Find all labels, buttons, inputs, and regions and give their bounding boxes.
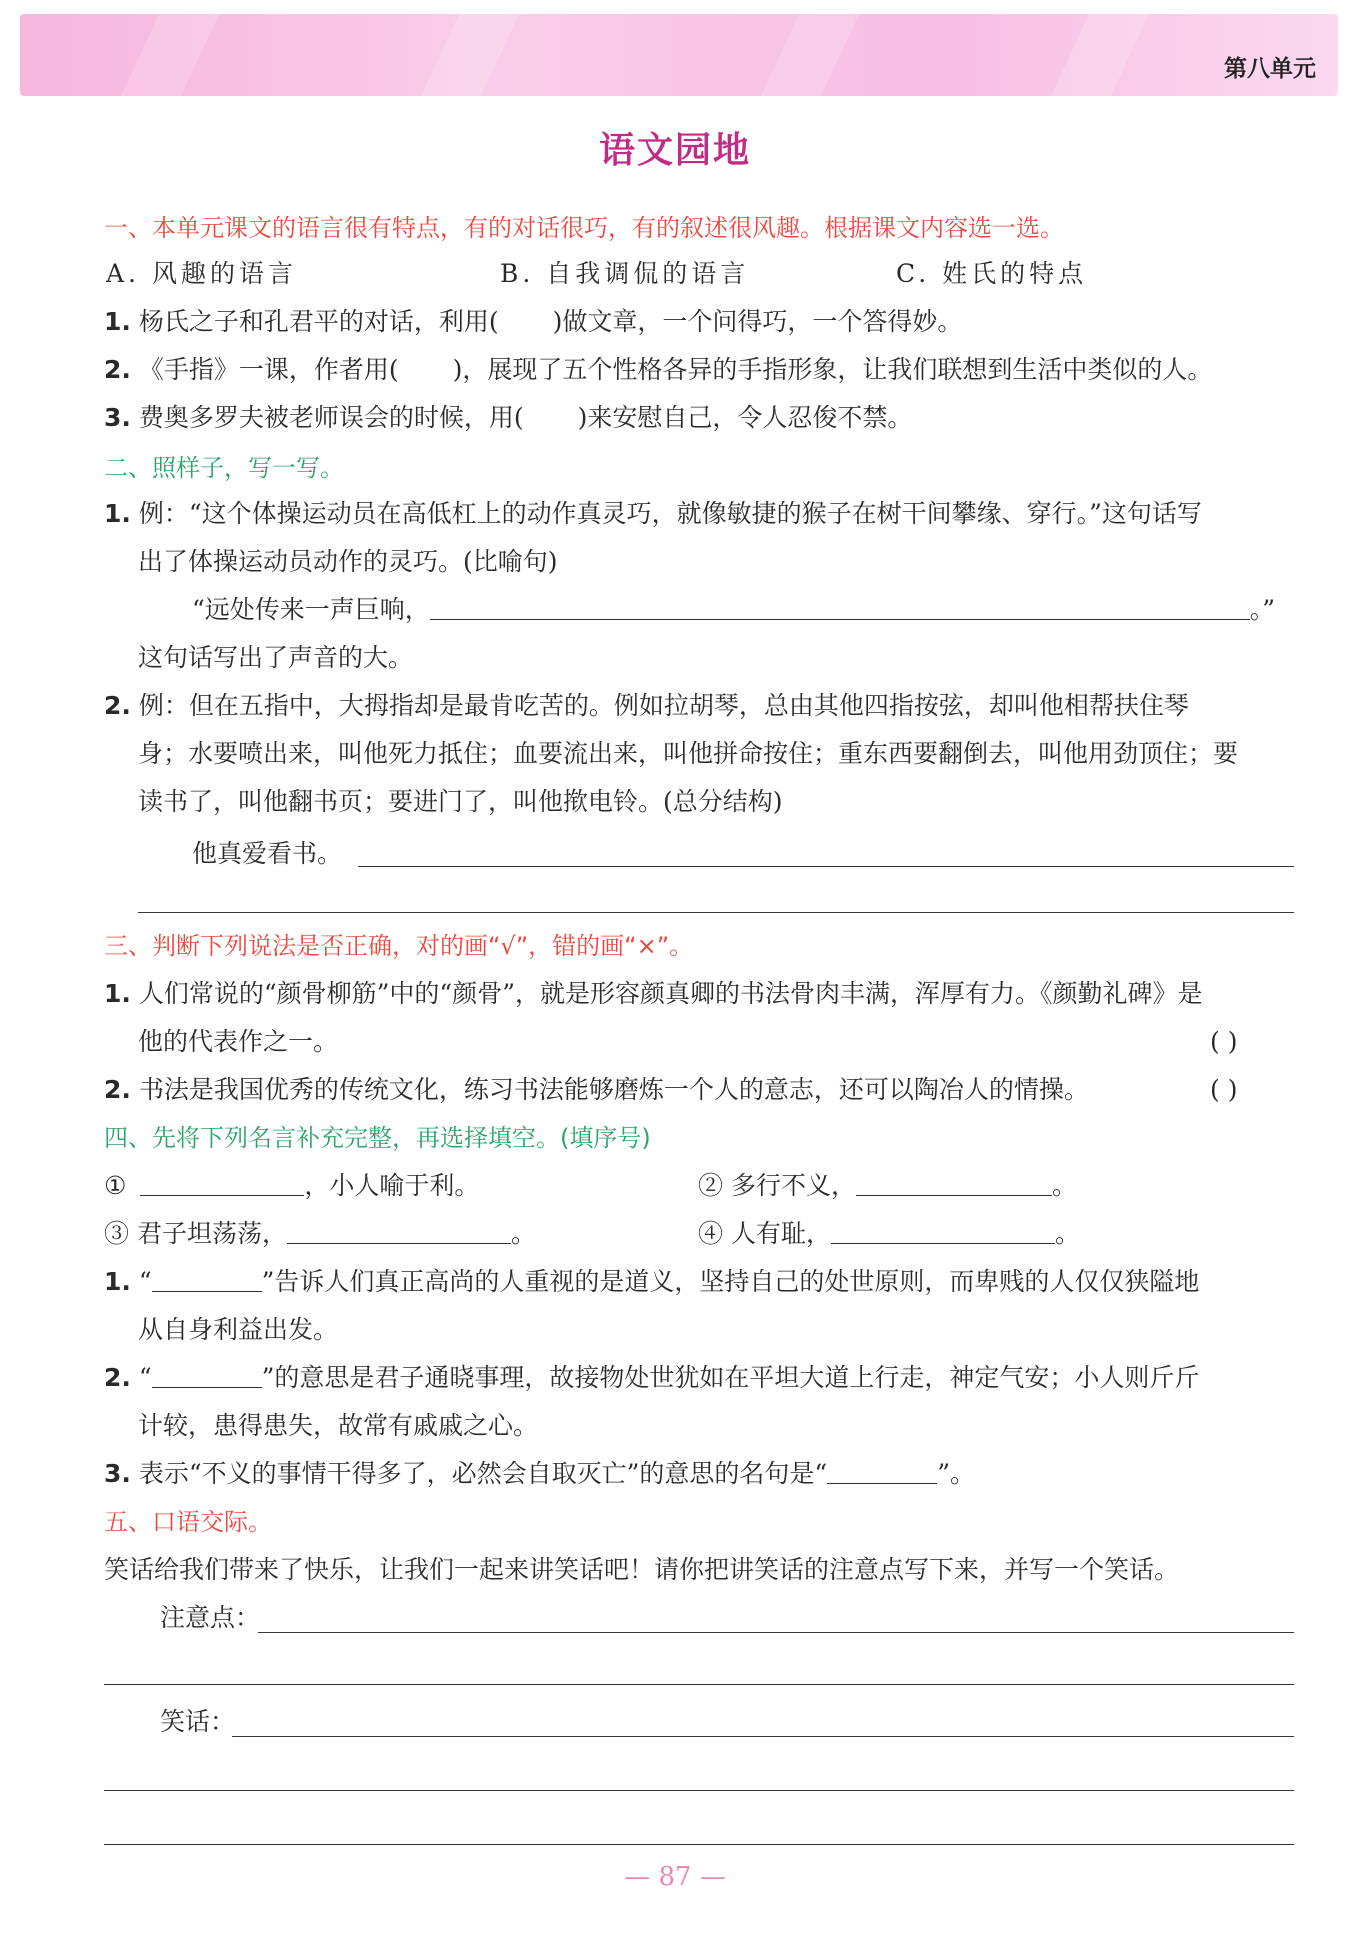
judgment-box[interactable]: ( ) bbox=[1210, 1075, 1238, 1104]
s1-question-2 bbox=[104, 352, 1212, 388]
prompt-end: 。” bbox=[1249, 595, 1276, 624]
circled-number: ① bbox=[104, 1171, 127, 1200]
statement-text: 他的代表作之一。 bbox=[138, 1027, 339, 1056]
example-text: 读书了，叫他翻书页；要进门了，叫他揿电铃。(总分结构) bbox=[138, 787, 783, 816]
question-number: 3. bbox=[104, 403, 131, 432]
circled-number: ② bbox=[698, 1171, 724, 1200]
s4-question-1-line-1 bbox=[104, 1264, 1199, 1300]
s4-question-2-line-1 bbox=[104, 1360, 1199, 1396]
question-number: 1. bbox=[104, 307, 131, 336]
question-number: 1. bbox=[104, 1267, 131, 1296]
answer-blank[interactable] bbox=[831, 1216, 1055, 1244]
proverb-1 bbox=[104, 1168, 479, 1204]
section-4-heading: 四、先将下列名言补充完整，再选择填空。(填序号) bbox=[104, 1124, 651, 1152]
circled-number: ④ bbox=[698, 1219, 724, 1248]
header-banner bbox=[20, 14, 1338, 96]
answer-blank[interactable] bbox=[430, 592, 1250, 620]
example-text: 例：“这个体操运动员在高低杠上的动作真灵巧，就像敏捷的猴子在树干间攀缘、穿行。”这句话写 bbox=[138, 499, 1202, 528]
answer-blank[interactable] bbox=[287, 1216, 511, 1244]
circled-number: ③ bbox=[104, 1219, 130, 1248]
answer-blank[interactable] bbox=[152, 1264, 262, 1292]
answer-blank[interactable] bbox=[140, 1168, 304, 1196]
section-3-heading: 三、判断下列说法是否正确，对的画“√”，错的画“×”。 bbox=[104, 932, 694, 960]
s1-question-3 bbox=[104, 400, 912, 436]
example-text: 例：但在五指中，大拇指却是最肯吃苦的。例如拉胡琴，总由其他四指按弦，却叫他相帮扶住琴 bbox=[138, 691, 1189, 720]
proverb-text: 君子坦荡荡， bbox=[136, 1219, 287, 1248]
question-text: ”告诉人们真正高尚的人重视的是道义，坚持自己的处世原则，而卑贱的人仅仅狭隘地 bbox=[261, 1267, 1200, 1296]
question-number: 2. bbox=[104, 1363, 131, 1392]
prompt-text: “远处传来一声巨响， bbox=[192, 595, 430, 624]
example-text: 身；水要喷出来，叫他死力抵住；血要流出来，叫他拼命按住；重东西要翻倒去，叫他用劲顶住；要 bbox=[138, 739, 1239, 768]
proverb-4 bbox=[698, 1216, 1080, 1252]
s3-question-2 bbox=[104, 1072, 1089, 1108]
proverb-text: ，小人喻于利。 bbox=[304, 1171, 480, 1200]
option-c: C. 姓氏的特点 bbox=[896, 259, 1088, 288]
question-number: 1. bbox=[104, 499, 131, 528]
proverb-end: 。 bbox=[1051, 1171, 1077, 1200]
answer-blank[interactable] bbox=[152, 1360, 262, 1388]
proverb-text: 人有耻， bbox=[730, 1219, 831, 1248]
option-a: A. 风趣的语言 bbox=[106, 259, 297, 288]
question-text: )，展现了五个性格各异的手指形象，让我们联想到生活中类似的人。 bbox=[452, 355, 1213, 384]
banner-decoration bbox=[121, 14, 219, 96]
banner-decoration bbox=[761, 14, 859, 96]
section-1-heading: 一、本单元课文的语言很有特点，有的对话很巧，有的叙述很风趣。根据课文内容选一选。 bbox=[104, 214, 1064, 242]
question-number: 2. bbox=[104, 691, 131, 720]
question-end: ”。 bbox=[937, 1459, 975, 1488]
proverb-text: 多行不义， bbox=[730, 1171, 856, 1200]
question-text: 《手指》一课，作者用( bbox=[138, 355, 399, 384]
answer-line[interactable] bbox=[232, 1736, 1294, 1737]
judgment-box[interactable]: ( ) bbox=[1210, 1027, 1238, 1056]
option-b: B. 自我调侃的语言 bbox=[500, 259, 750, 288]
answer-blank[interactable] bbox=[827, 1456, 937, 1484]
unit-label: 第八单元 bbox=[1224, 56, 1316, 82]
quote-open: “ bbox=[138, 1363, 152, 1392]
answer-line[interactable] bbox=[358, 866, 1294, 867]
question-number: 2. bbox=[104, 1075, 131, 1104]
s2-question-1-line-1 bbox=[104, 496, 1202, 532]
proverb-3 bbox=[104, 1216, 536, 1252]
prompt-text: 他真爱看书。 bbox=[192, 839, 343, 868]
question-text: 费奥多罗夫被老师误会的时候，用( bbox=[138, 403, 524, 432]
s4-question-3 bbox=[104, 1456, 975, 1492]
quote-open: “ bbox=[138, 1267, 152, 1296]
banner-decoration bbox=[1051, 14, 1149, 96]
notes-label: 注意点： bbox=[160, 1603, 261, 1632]
question-number: 2. bbox=[104, 355, 131, 384]
answer-line[interactable] bbox=[104, 1790, 1294, 1791]
example-text: 出了体操运动员动作的灵巧。(比喻句) bbox=[138, 547, 558, 576]
question-text: )做文章，一个问得巧，一个答得妙。 bbox=[552, 307, 963, 336]
question-text: )来安慰自己，令人忍俊不禁。 bbox=[577, 403, 913, 432]
question-text: 杨氏之子和孔君平的对话，利用( bbox=[138, 307, 499, 336]
question-text: ”的意思是君子通晓事理，故接物处世犹如在平坦大道上行走，神定气安；小人则斤斤 bbox=[261, 1363, 1200, 1392]
answer-line[interactable] bbox=[104, 1844, 1294, 1845]
oral-intro: 笑话给我们带来了快乐，让我们一起来讲笑话吧！请你把讲笑话的注意点写下来，并写一个笑话。 bbox=[104, 1555, 1180, 1584]
question-text: 从自身利益出发。 bbox=[138, 1315, 339, 1344]
section-5-heading: 五、口语交际。 bbox=[104, 1508, 272, 1536]
prompt-text: 这句话写出了声音的大。 bbox=[138, 643, 414, 672]
question-number: 3. bbox=[104, 1459, 131, 1488]
proverb-2 bbox=[698, 1168, 1077, 1204]
joke-label: 笑话： bbox=[160, 1707, 236, 1736]
page-number: — 87 — bbox=[624, 1862, 726, 1892]
statement-text: 人们常说的“颜骨柳筋”中的“颜骨”，就是形容颜真卿的书法骨肉丰满，浑厚有力。《颜勤礼碑》是 bbox=[138, 979, 1203, 1008]
question-number: 1. bbox=[104, 979, 131, 1008]
s3-question-1-line-1 bbox=[104, 976, 1203, 1012]
page-title: 语文园地 bbox=[598, 130, 751, 171]
statement-text: 书法是我国优秀的传统文化，练习书法能够磨炼一个人的意志，还可以陶冶人的情操。 bbox=[138, 1075, 1089, 1104]
proverb-end: 。 bbox=[1054, 1219, 1080, 1248]
s1-question-1 bbox=[104, 304, 962, 340]
answer-line[interactable] bbox=[138, 912, 1294, 913]
answer-line[interactable] bbox=[104, 1684, 1294, 1685]
answer-blank[interactable] bbox=[856, 1168, 1052, 1196]
question-text: 计较，患得患失，故常有戚戚之心。 bbox=[138, 1411, 539, 1440]
s2-question-2-line-1 bbox=[104, 688, 1189, 724]
banner-decoration bbox=[421, 14, 519, 96]
question-text: 表示“不义的事情干得多了，必然会自取灭亡”的意思的名句是“ bbox=[138, 1459, 828, 1488]
s2-question-1-prompt bbox=[192, 592, 1275, 628]
proverb-end: 。 bbox=[510, 1219, 536, 1248]
answer-line[interactable] bbox=[258, 1632, 1294, 1633]
section-2-heading: 二、照样子，写一写。 bbox=[104, 454, 344, 482]
